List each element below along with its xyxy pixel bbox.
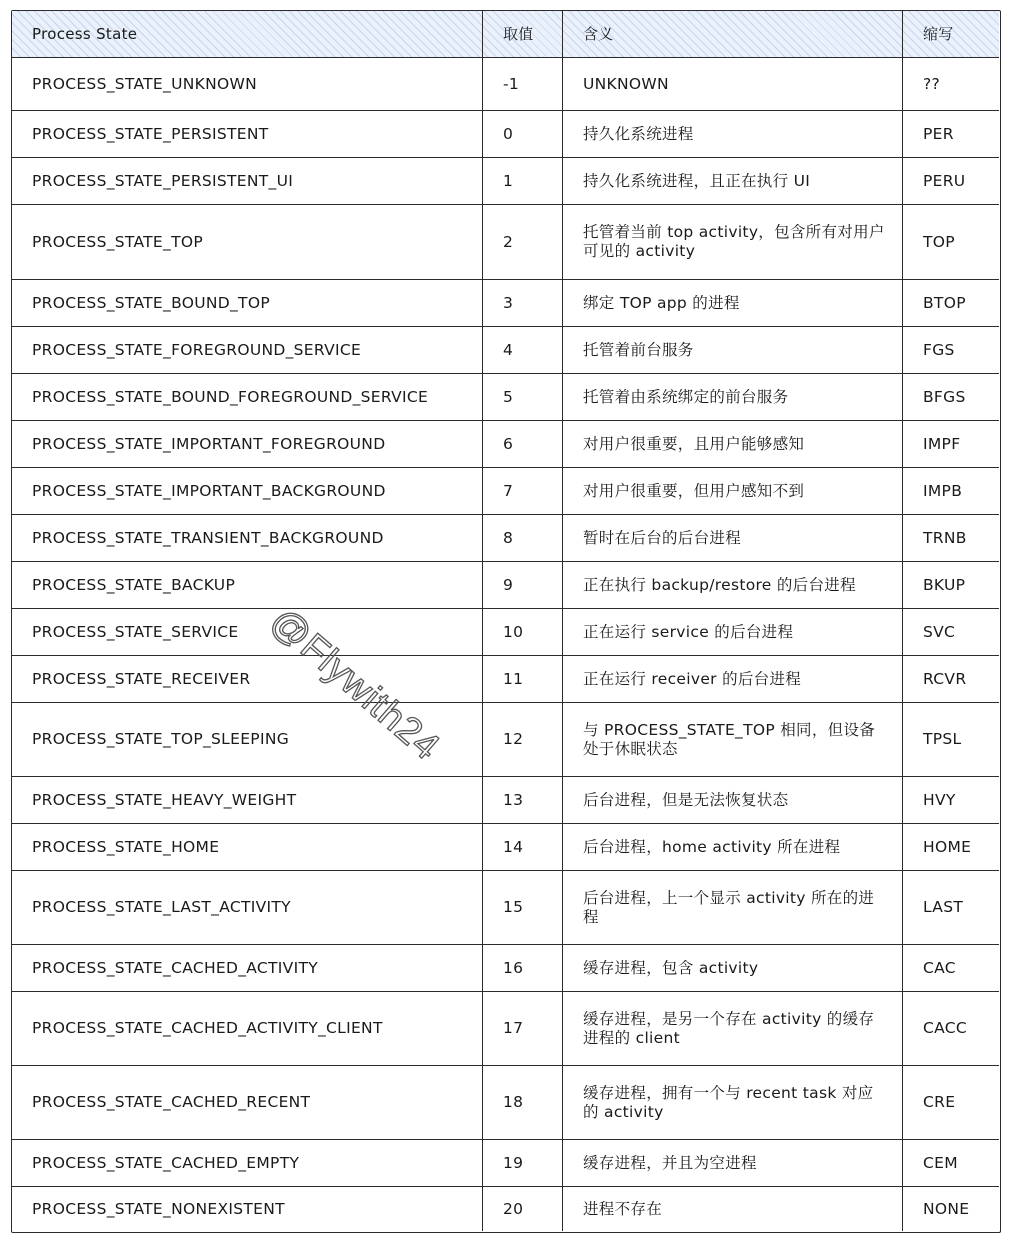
cell-value: 7 — [482, 468, 562, 514]
table-row — [12, 608, 999, 655]
cell-abbreviation: TOP — [902, 205, 999, 279]
cell-abbreviation: IMPB — [902, 468, 999, 514]
table-row — [12, 1139, 999, 1186]
cell-meaning: 后台进程，上一个显示 activity 所在的进程 — [562, 871, 902, 944]
cell-meaning: 托管着由系统绑定的前台服务 — [562, 374, 902, 420]
cell-abbreviation: HVY — [902, 777, 999, 823]
cell-process-state: PROCESS_STATE_HEAVY_WEIGHT — [32, 790, 297, 809]
cell-abbreviation: FGS — [902, 327, 999, 373]
cell-process-state: PROCESS_STATE_CACHED_EMPTY — [32, 1153, 300, 1172]
table-row — [12, 655, 999, 702]
table-row — [12, 991, 999, 1065]
cell-meaning: 正在运行 receiver 的后台进程 — [562, 656, 902, 702]
cell-process-state: PROCESS_STATE_UNKNOWN — [32, 74, 257, 93]
cell-abbreviation: IMPF — [902, 421, 999, 467]
cell-abbreviation: BTOP — [902, 280, 999, 326]
table-row — [12, 373, 999, 420]
cell-process-state: PROCESS_STATE_IMPORTANT_FOREGROUND — [32, 434, 386, 453]
table-row — [12, 279, 999, 326]
cell-process-state: PROCESS_STATE_BOUND_FOREGROUND_SERVICE — [32, 387, 429, 406]
header-process-state: Process State — [32, 24, 138, 43]
cell-abbreviation: TRNB — [902, 515, 999, 561]
cell-value: 9 — [482, 562, 562, 608]
cell-abbreviation: HOME — [902, 824, 999, 870]
cell-meaning: 托管着当前 top activity，包含所有对用户可见的 activity — [562, 205, 902, 279]
table-row — [12, 944, 999, 991]
table-row — [12, 157, 999, 204]
table-row — [12, 776, 999, 823]
table-header — [12, 11, 999, 57]
cell-process-state: PROCESS_STATE_BOUND_TOP — [32, 293, 270, 312]
cell-abbreviation: CAC — [902, 945, 999, 991]
cell-process-state: PROCESS_STATE_FOREGROUND_SERVICE — [32, 340, 362, 359]
cell-abbreviation: TPSL — [902, 703, 999, 776]
cell-meaning: 后台进程，但是无法恢复状态 — [562, 777, 902, 823]
cell-abbreviation: CACC — [902, 992, 999, 1065]
header-abbreviation: 缩写 — [902, 11, 999, 57]
cell-meaning: 托管着前台服务 — [562, 327, 902, 373]
cell-process-state: PROCESS_STATE_RECEIVER — [32, 669, 251, 688]
cell-meaning: 缓存进程，是另一个存在 activity 的缓存进程的 client — [562, 992, 902, 1065]
cell-abbreviation: ?? — [902, 58, 999, 110]
cell-process-state: PROCESS_STATE_CACHED_RECENT — [32, 1093, 311, 1111]
cell-value: 13 — [482, 777, 562, 823]
cell-value: 4 — [482, 327, 562, 373]
cell-process-state: PROCESS_STATE_TRANSIENT_BACKGROUND — [32, 528, 384, 547]
cell-abbreviation: RCVR — [902, 656, 999, 702]
cell-process-state: PROCESS_STATE_IMPORTANT_BACKGROUND — [32, 481, 386, 500]
cell-meaning: 与 PROCESS_STATE_TOP 相同，但设备处于休眠状态 — [562, 703, 902, 776]
cell-abbreviation: PERU — [902, 158, 999, 204]
cell-value: 11 — [482, 656, 562, 702]
cell-process-state: PROCESS_STATE_HOME — [32, 837, 220, 856]
table-row — [12, 823, 999, 870]
cell-value: 15 — [482, 871, 562, 944]
cell-value: 12 — [482, 703, 562, 776]
cell-meaning: UNKNOWN — [562, 58, 902, 110]
table-row — [12, 514, 999, 561]
cell-meaning: 缓存进程，包含 activity — [562, 945, 902, 991]
table-row — [12, 1186, 999, 1231]
cell-abbreviation: BFGS — [902, 374, 999, 420]
table-row — [12, 870, 999, 944]
table-row — [12, 467, 999, 514]
table-row — [12, 204, 999, 279]
cell-meaning: 进程不存在 — [562, 1187, 902, 1231]
cell-value: 2 — [482, 205, 562, 279]
cell-value: 6 — [482, 421, 562, 467]
table-row — [12, 420, 999, 467]
cell-meaning: 正在执行 backup/restore 的后台进程 — [562, 562, 902, 608]
cell-meaning: 持久化系统进程，且正在执行 UI — [562, 158, 902, 204]
cell-abbreviation: PER — [902, 111, 999, 157]
cell-value: 20 — [482, 1187, 562, 1231]
table-row — [12, 702, 999, 776]
header-value: 取值 — [482, 11, 562, 57]
cell-value: 0 — [482, 111, 562, 157]
cell-meaning: 正在运行 service 的后台进程 — [562, 609, 902, 655]
cell-meaning: 暂时在后台的后台进程 — [562, 515, 902, 561]
cell-abbreviation: SVC — [902, 609, 999, 655]
cell-value: 5 — [482, 374, 562, 420]
watermark: @Flywith24 — [262, 600, 448, 769]
process-state-table — [11, 10, 1001, 1233]
cell-process-state: PROCESS_STATE_BACKUP — [32, 575, 236, 594]
cell-value: 14 — [482, 824, 562, 870]
cell-value: 17 — [482, 992, 562, 1065]
cell-meaning: 缓存进程，并且为空进程 — [562, 1140, 902, 1186]
cell-process-state: PROCESS_STATE_CACHED_ACTIVITY_CLIENT — [32, 1019, 383, 1037]
cell-meaning: 对用户很重要，但用户感知不到 — [562, 468, 902, 514]
cell-abbreviation: BKUP — [902, 562, 999, 608]
cell-process-state: PROCESS_STATE_PERSISTENT_UI — [32, 171, 294, 190]
cell-meaning: 缓存进程，拥有一个与 recent task 对应的 activity — [562, 1066, 902, 1139]
table-row — [12, 1065, 999, 1139]
cell-meaning: 持久化系统进程 — [562, 111, 902, 157]
cell-abbreviation: NONE — [902, 1187, 999, 1231]
table-row — [12, 561, 999, 608]
cell-value: 19 — [482, 1140, 562, 1186]
cell-value: 16 — [482, 945, 562, 991]
cell-process-state: PROCESS_STATE_NONEXISTENT — [32, 1199, 285, 1218]
table-row — [12, 57, 999, 110]
cell-abbreviation: LAST — [902, 871, 999, 944]
cell-value: 18 — [482, 1066, 562, 1139]
header-meaning: 含义 — [562, 11, 902, 57]
cell-meaning: 对用户很重要，且用户能够感知 — [562, 421, 902, 467]
cell-process-state: PROCESS_STATE_TOP_SLEEPING — [32, 730, 290, 748]
cell-process-state: PROCESS_STATE_SERVICE — [32, 622, 239, 641]
cell-process-state: PROCESS_STATE_PERSISTENT — [32, 124, 269, 143]
table-row — [12, 110, 999, 157]
cell-value: 8 — [482, 515, 562, 561]
cell-process-state: PROCESS_STATE_LAST_ACTIVITY — [32, 898, 291, 916]
cell-value: 10 — [482, 609, 562, 655]
cell-value: 3 — [482, 280, 562, 326]
cell-abbreviation: CEM — [902, 1140, 999, 1186]
cell-process-state: PROCESS_STATE_TOP — [32, 232, 203, 251]
cell-value: 1 — [482, 158, 562, 204]
table-row — [12, 326, 999, 373]
cell-abbreviation: CRE — [902, 1066, 999, 1139]
cell-value: -1 — [482, 58, 562, 110]
cell-process-state: PROCESS_STATE_CACHED_ACTIVITY — [32, 958, 318, 977]
cell-meaning: 绑定 TOP app 的进程 — [562, 280, 902, 326]
cell-meaning: 后台进程，home activity 所在进程 — [562, 824, 902, 870]
